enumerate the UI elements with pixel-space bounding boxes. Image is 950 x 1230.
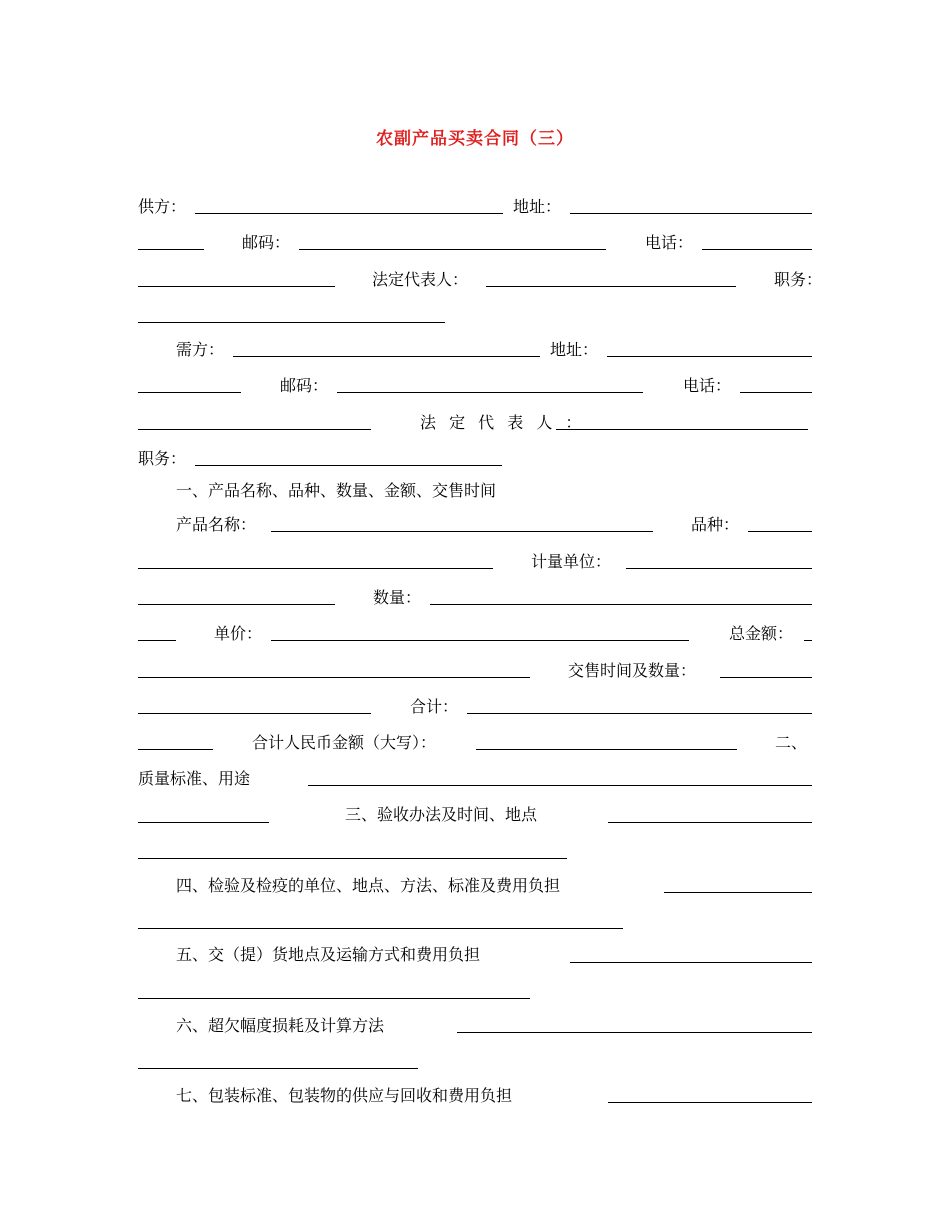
variety-label: 品种： — [691, 515, 740, 534]
supplier-postcode-blank[interactable] — [299, 249, 606, 250]
supplier-position-label: 职务： — [774, 270, 823, 289]
quantity-blank-cont[interactable] — [138, 640, 176, 641]
section7-heading: 七、包装标准、包装物的供应与回收和费用负担 — [176, 1086, 513, 1105]
section5-heading: 五、交（提）货地点及运输方式和费用负担 — [176, 945, 481, 964]
unit-label: 计量单位： — [531, 552, 612, 571]
section4-blank-cont[interactable] — [138, 928, 623, 929]
unit-blank[interactable] — [626, 568, 812, 569]
section4-blank[interactable] — [664, 892, 812, 893]
buyer-name-blank[interactable] — [233, 356, 540, 357]
section2-prefix: 二、 — [775, 733, 808, 752]
subtotal-blank[interactable] — [467, 713, 812, 714]
section4-heading: 四、检验及检疫的单位、地点、方法、标准及费用负担 — [176, 876, 561, 895]
buyer-position-blank[interactable] — [195, 465, 502, 466]
subtotal-blank-cont[interactable] — [138, 749, 213, 750]
document-title: 农副产品买卖合同（三） — [376, 129, 574, 149]
supplier-legal-rep-label: 法定代表人： — [372, 270, 469, 289]
supplier-phone-blank-cont[interactable] — [138, 286, 335, 287]
quantity-label: 数量： — [373, 588, 422, 607]
rmb-amount-blank[interactable] — [476, 749, 737, 750]
variety-blank[interactable] — [748, 531, 812, 532]
section2-heading: 质量标准、用途 — [138, 769, 251, 788]
buyer-address-label: 地址： — [550, 340, 599, 359]
supplier-phone-label: 电话： — [645, 233, 694, 252]
section2-blank-cont[interactable] — [138, 822, 269, 823]
total-amount-label: 总金额： — [729, 624, 794, 643]
section3-blank-cont[interactable] — [138, 858, 567, 859]
section7-blank[interactable] — [608, 1102, 812, 1103]
supplier-label: 供方： — [138, 197, 187, 216]
supplier-address-blank[interactable] — [570, 213, 812, 214]
buyer-position-label: 职务： — [138, 449, 187, 468]
supplier-postcode-label: 邮码： — [242, 233, 291, 252]
supplier-phone-blank[interactable] — [702, 249, 812, 250]
buyer-postcode-blank[interactable] — [337, 392, 643, 393]
section3-blank[interactable] — [608, 822, 812, 823]
unit-blank-cont[interactable] — [138, 604, 335, 605]
buyer-address-blank-cont[interactable] — [138, 392, 241, 393]
rmb-amount-label: 合计人民币金额（大写）： — [252, 733, 437, 752]
buyer-address-blank[interactable] — [607, 356, 812, 357]
section5-blank-cont[interactable] — [138, 998, 530, 999]
delivery-time-blank-cont[interactable] — [138, 713, 371, 714]
supplier-position-blank[interactable] — [138, 322, 445, 323]
variety-blank-cont[interactable] — [138, 568, 493, 569]
buyer-legal-rep-blank[interactable] — [556, 429, 808, 430]
section6-blank[interactable] — [457, 1032, 812, 1033]
supplier-address-blank-cont[interactable] — [138, 249, 204, 250]
delivery-time-blank[interactable] — [720, 677, 812, 678]
supplier-address-label: 地址： — [513, 197, 562, 216]
buyer-legal-rep-label: 法 定 代 表 人 ： — [420, 413, 586, 432]
subtotal-label: 合计： — [410, 697, 459, 716]
total-amount-blank-cont[interactable] — [138, 677, 530, 678]
buyer-label: 需方： — [176, 340, 225, 359]
product-name-blank[interactable] — [271, 531, 653, 532]
section5-blank[interactable] — [570, 962, 812, 963]
quantity-blank[interactable] — [430, 604, 812, 605]
total-amount-blank[interactable] — [804, 640, 812, 641]
unit-price-blank[interactable] — [271, 640, 689, 641]
buyer-postcode-label: 邮码： — [280, 376, 329, 395]
section6-blank-cont[interactable] — [138, 1068, 418, 1069]
section1-heading: 一、产品名称、品种、数量、金额、交售时间 — [176, 481, 497, 500]
unit-price-label: 单价： — [214, 624, 263, 643]
buyer-phone-blank[interactable] — [740, 392, 812, 393]
product-name-label: 产品名称： — [176, 515, 257, 534]
buyer-phone-blank-cont[interactable] — [138, 429, 371, 430]
section6-heading: 六、超欠幅度损耗及计算方法 — [176, 1016, 385, 1035]
section3-heading: 三、验收办法及时间、地点 — [345, 805, 538, 824]
supplier-name-blank[interactable] — [195, 213, 503, 214]
delivery-time-label: 交售时间及数量： — [568, 661, 697, 680]
supplier-legal-rep-blank[interactable] — [486, 286, 736, 287]
buyer-phone-label: 电话： — [683, 376, 732, 395]
section2-blank[interactable] — [308, 785, 812, 786]
